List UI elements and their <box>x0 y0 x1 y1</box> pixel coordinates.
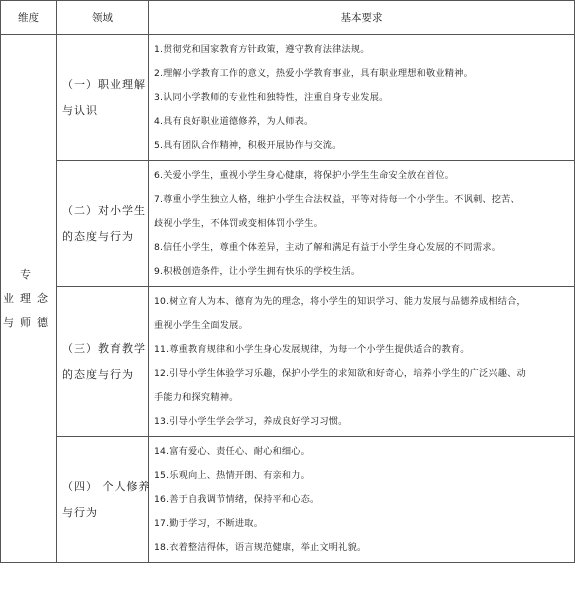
field-cell <box>57 437 149 563</box>
field-label-line: 与行为 <box>62 505 98 519</box>
field-label-line: 的态度与行为 <box>62 367 134 381</box>
section-row <box>1 161 575 287</box>
requirement-item: 9.积极创造条件，让小学生拥有快乐的学校生活。 <box>154 266 361 277</box>
dimension-cell <box>1 35 57 563</box>
field-label-line: （二）对小学生 <box>62 203 146 217</box>
field-cell <box>57 161 149 287</box>
requirement-item: 3.认同小学教师的专业性和独特性，注重自身专业发展。 <box>154 92 389 103</box>
field-label-line: （一）职业理解 <box>62 77 146 91</box>
header-requirement: 基本要求 <box>149 1 575 35</box>
dimension-label-line: 业理念 <box>3 291 54 305</box>
requirement-item: 12.引导小学生体验学习乐趣，保护小学生的求知欲和好奇心，培养小学生的广泛兴趣、动 <box>154 368 526 379</box>
requirement-item: 17.勤于学习，不断进取。 <box>154 518 264 529</box>
requirement-item: 4.具有良好职业道德修养，为人师表。 <box>154 116 314 127</box>
requirement-item: 5.具有团队合作精神，积极开展协作与交流。 <box>154 140 342 151</box>
dimension-label-line: 与师德 <box>3 315 54 329</box>
requirement-cell <box>149 35 575 161</box>
requirement-item: 14.富有爱心、责任心、耐心和细心。 <box>154 446 311 457</box>
requirement-cell <box>149 287 575 437</box>
requirement-item: 18.衣着整洁得体，语言规范健康，举止文明礼貌。 <box>154 542 367 553</box>
field-label-line: 与认识 <box>62 103 98 117</box>
requirement-item: 重视小学生全面发展。 <box>154 320 248 331</box>
requirement-item: 15.乐观向上、热情开朗、有亲和力。 <box>154 470 311 481</box>
section-row <box>1 287 575 437</box>
requirement-item: 歧视小学生，不体罚或变相体罚小学生。 <box>154 218 323 229</box>
field-cell <box>57 35 149 161</box>
field-label-line: （三）教育教学 <box>62 341 146 355</box>
dimension-label-line: 专 <box>20 267 37 281</box>
requirement-item: 7.尊重小学生独立人格，维护小学生合法权益，平等对待每一个小学生。不讽刺、挖苦、 <box>154 194 520 205</box>
header-field: 领域 <box>57 1 149 35</box>
section-row <box>1 35 575 161</box>
requirement-item: 10.树立育人为本、德育为先的理念，将小学生的知识学习、能力发展与品德养成相结合， <box>154 296 526 307</box>
requirement-item: 2.理解小学教育工作的意义，热爱小学教育事业，具有职业理想和敬业精神。 <box>154 68 473 79</box>
requirement-item: 手能力和探究精神。 <box>154 392 239 403</box>
field-label-line: 的态度与行为 <box>62 229 134 243</box>
field-cell <box>57 287 149 437</box>
requirement-item: 16.善于自我调节情绪，保持平和心态。 <box>154 494 320 505</box>
requirement-cell <box>149 161 575 287</box>
requirement-item: 13.引导小学生学会学习，养成良好学习习惯。 <box>154 416 348 427</box>
requirement-cell <box>149 437 575 563</box>
requirement-item: 6.关爱小学生，重视小学生身心健康，将保护小学生生命安全放在首位。 <box>154 170 455 181</box>
requirement-item: 11.尊重教育规律和小学生身心发展规律，为每一个小学生提供适合的教育。 <box>154 344 470 355</box>
section-row <box>1 437 575 563</box>
requirement-item: 1.贯彻党和国家教育方针政策，遵守教育法律法规。 <box>154 44 370 55</box>
field-label-line: （四） 个人修养 <box>62 479 151 493</box>
requirement-item: 8.信任小学生，尊重个体差异，主动了解和满足有益于小学生身心发展的不同需求。 <box>154 242 502 253</box>
table-header-row <box>1 1 575 35</box>
header-dimension: 维度 <box>1 1 57 35</box>
